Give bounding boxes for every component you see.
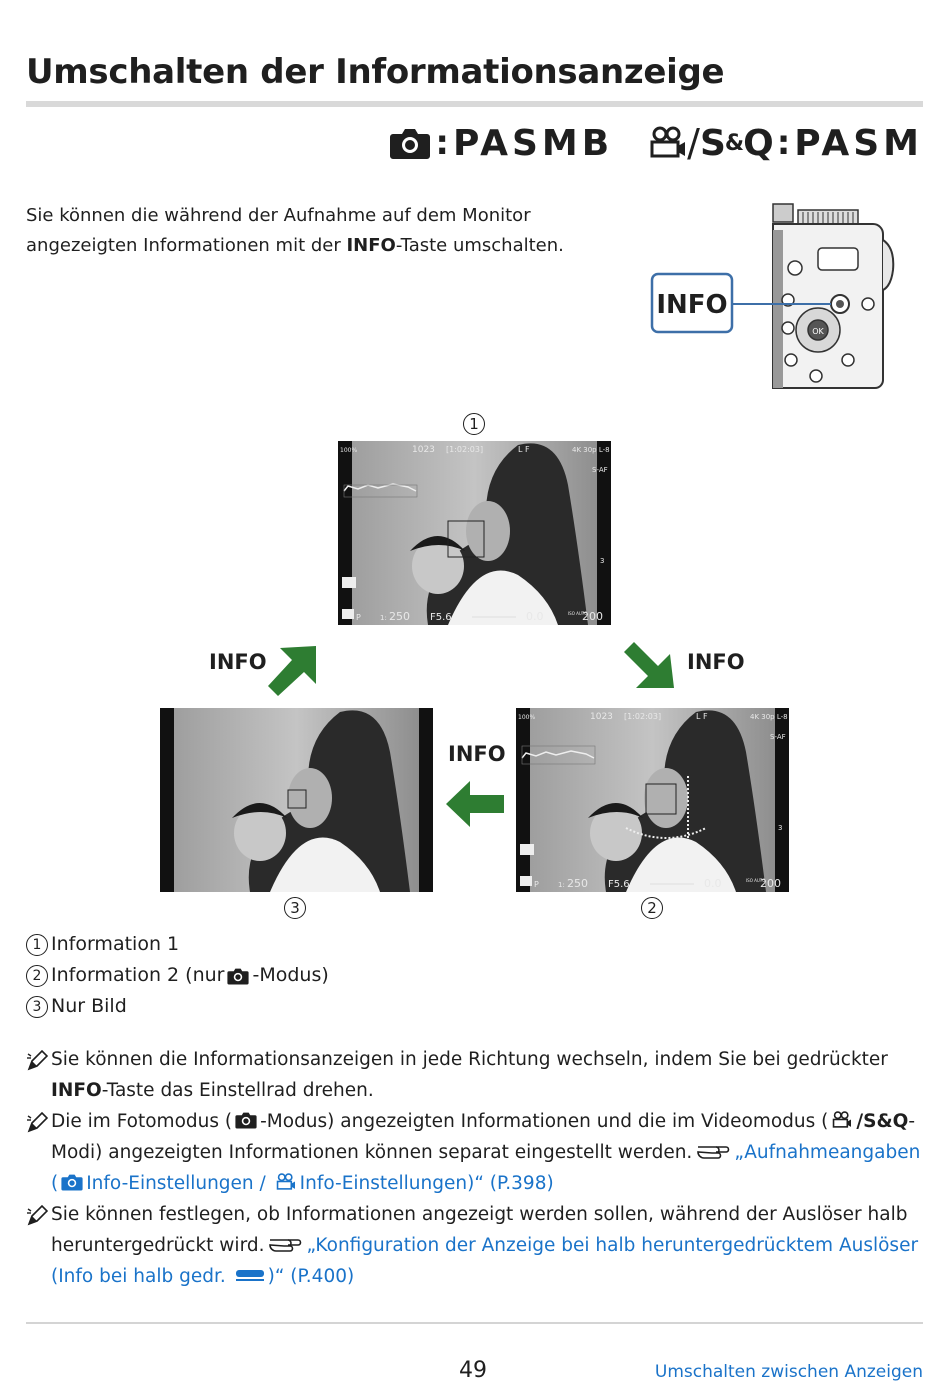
sq-mode-text: /S&Q <box>856 1111 909 1132</box>
photo-mode-letters: PASMB <box>453 122 614 164</box>
shutter-speed: 250 <box>389 610 410 623</box>
shutter-prefix: 1: <box>380 614 387 622</box>
marker-2: 2 <box>641 897 663 919</box>
tip-text: -Modi) angezeigten Informationen können separat eingestellt werden. <box>51 1111 916 1163</box>
info-label-right: INFO <box>687 650 745 674</box>
info-label-bottom: INFO <box>448 742 506 766</box>
tip-bold: INFO <box>51 1080 102 1101</box>
photo-mode-colon: : <box>435 123 449 163</box>
video-slash: / <box>687 121 700 165</box>
camera-icon <box>226 967 250 985</box>
screen-information-1 <box>338 441 611 625</box>
video-mode-colon: : <box>776 123 791 163</box>
control-value-2: 3 <box>778 824 783 832</box>
tip-text: Sie können die Informationsanzeigen in jede Richtung wechseln, indem Sie bei gedrückter <box>51 1049 888 1070</box>
movie-icon <box>649 126 687 160</box>
shutter-prefix-2: 1: <box>558 881 565 889</box>
recording-time-2: [1:02:03] <box>624 712 662 721</box>
shooting-mode-2: P <box>534 880 539 889</box>
camera-back-illustration <box>648 200 900 390</box>
ok-button-label: OK <box>812 327 824 336</box>
video-mode-letters: PASM <box>794 122 923 164</box>
legend-text: Information 1 <box>51 933 180 955</box>
reference-hand-icon <box>696 1141 730 1161</box>
video-quality-2: 4K 30p L-8 <box>750 713 788 721</box>
shots-remaining: 1023 <box>412 445 435 455</box>
legend-text: Information 2 (nur <box>51 964 225 986</box>
reference-hand-icon <box>268 1234 302 1254</box>
legend-number: 2 <box>26 965 48 987</box>
screen-information-2 <box>516 708 789 892</box>
af-mode: S-AF <box>592 466 608 474</box>
movie-icon <box>274 1173 298 1191</box>
tip-text: -Modus) angezeigten Informationen und die im Videomodus ( <box>260 1111 829 1132</box>
tip-3 <box>26 1199 926 1292</box>
arrow-down-right-icon <box>624 640 676 690</box>
video-quality: 4K 30p L-8 <box>572 446 610 454</box>
exposure-comp: 0.0 <box>526 610 544 623</box>
marker-3: 3 <box>284 897 306 919</box>
info-label-left: INFO <box>209 650 267 674</box>
legend-item-1 <box>26 929 329 960</box>
legend-item-2 <box>26 960 329 991</box>
af-mode-2: S-AF <box>770 733 786 741</box>
tip-text: Sie können festlegen, ob Informationen angezeigt werden sollen, während der Auslöser halb heruntergedrückt wird. <box>51 1204 908 1256</box>
iso-value-2: 200 <box>760 877 781 890</box>
link-text: )“ (P.400) <box>267 1266 355 1287</box>
battery-readout: 100% <box>340 447 358 454</box>
footer-divider <box>26 1322 923 1324</box>
image-quality: L F <box>518 445 530 454</box>
legend-text: Nur Bild <box>51 995 127 1017</box>
tips-list <box>26 1044 926 1292</box>
exposure-comp-2: 0.0 <box>704 877 722 890</box>
info-callout-label: INFO <box>656 290 728 320</box>
tip-text-end: -Taste das Einstellrad drehen. <box>101 1080 374 1101</box>
tip-2 <box>26 1106 926 1199</box>
video-mode-group <box>649 121 923 165</box>
battery-readout-2: 100% <box>518 714 536 721</box>
legend-number: 3 <box>26 996 48 1018</box>
sq-q: Q <box>743 122 773 164</box>
shutter-speed-2: 250 <box>567 877 588 890</box>
camera-icon <box>234 1111 258 1129</box>
tip-pencil-icon <box>26 1205 48 1227</box>
link-text: „Aufnahmeangaben ( <box>51 1142 921 1194</box>
arrow-up-right-icon <box>266 646 318 696</box>
tip-pencil-icon <box>26 1050 48 1072</box>
intro-text: Sie können die während der Aufnahme auf dem Monitor angezeigten Informationen mit der <box>26 205 531 256</box>
tip-pencil-icon <box>26 1112 48 1134</box>
page-number: 49 <box>459 1358 487 1383</box>
photo-mode-group <box>389 123 613 164</box>
legend <box>26 929 329 1022</box>
shooting-mode: P <box>356 613 361 622</box>
legend-item-3 <box>26 991 329 1022</box>
title-divider <box>26 101 923 107</box>
shots-remaining-2: 1023 <box>590 712 613 722</box>
image-quality-2: L F <box>696 712 708 721</box>
legend-number: 1 <box>26 934 48 956</box>
link-text: Info-Einstellungen / <box>86 1173 272 1194</box>
control-value: 3 <box>600 557 605 565</box>
link-text: „Konfiguration der Anzeige bei halb heruntergedrücktem Auslöser (Info bei halb gedr. <box>51 1235 919 1287</box>
aperture-value-2: F5.6 <box>608 879 630 890</box>
recording-time: [1:02:03] <box>446 445 484 454</box>
arrow-left-icon <box>446 781 504 827</box>
marker-1: 1 <box>463 413 485 435</box>
intro-paragraph <box>26 201 586 261</box>
mode-indicators <box>389 122 923 164</box>
movie-icon <box>830 1111 854 1129</box>
section-link[interactable]: Umschalten zwischen Anzeigen <box>654 1362 923 1382</box>
page-title: Umschalten der Informationsanzeige <box>26 52 725 92</box>
sq-amp: & <box>724 130 744 156</box>
intro-text-end: -Taste umschalten. <box>395 235 564 256</box>
camera-icon <box>389 126 431 160</box>
intro-info-bold: INFO <box>346 235 396 256</box>
screen-image-only <box>160 708 433 892</box>
link-text: Info-Einstellungen)“ (P.398) <box>299 1173 554 1194</box>
camera-icon <box>60 1173 84 1191</box>
tip-text: Die im Fotomodus ( <box>51 1111 233 1132</box>
sq-s: S <box>699 122 725 164</box>
iso-value: 200 <box>582 610 603 623</box>
aperture-value: F5.6 <box>430 612 452 623</box>
iso-label-2: ISO AUTO <box>746 878 766 883</box>
tip-1 <box>26 1044 926 1106</box>
legend-text-end: -Modus) <box>252 964 329 986</box>
shutter-half-press-icon <box>234 1266 266 1284</box>
iso-label: ISO AUTO <box>568 611 588 616</box>
